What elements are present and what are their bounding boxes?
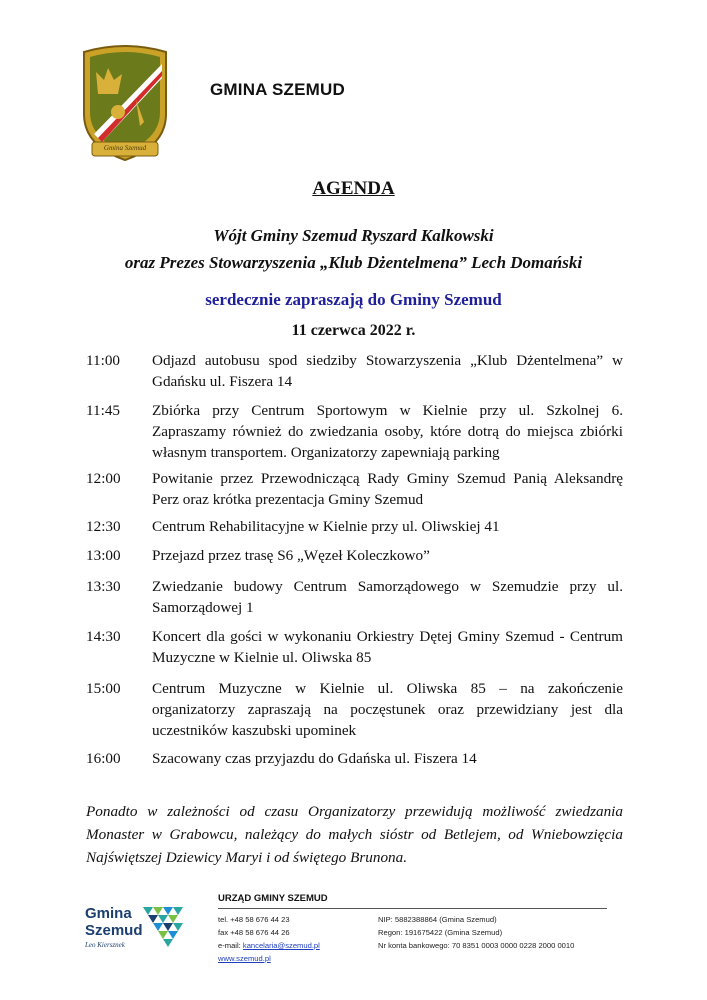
logo-line-1: Gmina [85, 905, 132, 922]
organization-name: GMINA SZEMUD [210, 80, 345, 99]
invitation-line: serdecznie zapraszają do Gminy Szemud [205, 290, 502, 309]
agenda-description: Zbiórka przy Centrum Sportowym w Kielnie przy ul. Szkolnej 6. Zapraszamy również do zwiedzania osoby, które dotrą do miejsca zbiórki własnym transportem. Organizatorzy zapewniają parking [152, 402, 623, 461]
gmina-szemud-footer-logo [85, 905, 143, 949]
email-label: e-mail: [218, 941, 243, 950]
agenda-description: Przejazd przez trasę S6 „Węzeł Koleczkowo” [152, 547, 430, 564]
fax-number: fax +48 58 676 44 26 [218, 928, 290, 937]
agenda-description: Powitanie przez Przewodniczącą Rady Gminy Szemud Panią Aleksandrę Perz oraz krótka prezentacja Gminy Szemud [152, 470, 623, 508]
crest-caption: Gmina Szemud [103, 144, 147, 152]
email-line [218, 939, 378, 952]
agenda-description: Koncert dla gości w wykonaniu Orkiestry Dętej Gminy Szemud - Centrum Muzyczne w Kielnie ul. Oliwska 85 [152, 628, 623, 666]
triangle-mosaic-icon [143, 907, 193, 951]
logo-tagline: Leo Kiersznek [85, 941, 125, 949]
footer-contact-left [218, 913, 378, 965]
agenda-description: Centrum Rehabilitacyjne w Kielnie przy ul. Oliwskiej 41 [152, 518, 500, 535]
agenda-time: 12:00 [86, 470, 121, 487]
office-name: URZĄD GMINY SZEMUD [218, 893, 607, 909]
website-link[interactable]: www.szemud.pl [218, 954, 271, 963]
agenda-time: 15:00 [86, 680, 121, 697]
host-line-1: Wójt Gminy Szemud Ryszard Kalkowski [213, 226, 494, 245]
agenda-time: 13:00 [86, 547, 121, 564]
agenda-time: 13:30 [86, 578, 121, 595]
footer-contact [218, 893, 607, 963]
phone-number: tel. +48 58 676 44 23 [218, 915, 290, 924]
agenda-description: Szacowany czas przyjazdu do Gdańska ul. Fiszera 14 [152, 750, 477, 767]
nip-number: NIP: 5882388864 (Gmina Szemud) [378, 915, 497, 924]
agenda-description: Centrum Muzyczne w Kielnie ul. Oliwska 85 – na zakończenie organizatorzy zapraszają na poczęstunek oraz przewidziany jest dla uczestników kaszubski upominek [152, 680, 623, 739]
email-link[interactable]: kancelaria@szemud.pl [242, 941, 320, 950]
event-date: 11 czerwca 2022 r. [291, 322, 416, 339]
closing-note: Ponadto w zależności od czasu Organizatorzy przewidują możliwość zwiedzania Monaster w Grabowcu, należący do małych sióstr od Betlejem, od Wniebowzięcia Najświętszej Dziewicy Maryi i od świętego Brunona. [86, 803, 623, 866]
footer-contact-right [378, 913, 607, 952]
logo-line-2: Szemud [85, 922, 143, 939]
agenda-time: 11:00 [86, 352, 121, 369]
agenda-time: 11:45 [86, 402, 121, 419]
agenda-time: 12:30 [86, 518, 121, 535]
agenda-time: 16:00 [86, 750, 121, 767]
agenda-description: Zwiedzanie budowy Centrum Samorządowego w Szemudzie przy ul. Samorządowej 1 [152, 578, 623, 616]
host-line-2: oraz Prezes Stowarzyszenia „Klub Dżentelmena” Lech Domański [124, 253, 583, 272]
regon-number: Regon: 191675422 (Gmina Szemud) [378, 928, 503, 937]
document-title: AGENDA [312, 178, 395, 199]
agenda-description: Odjazd autobusu spod siedziby Stowarzyszenia „Klub Dżentelmena” w Gdańsku ul. Fiszera 14 [152, 352, 623, 390]
bank-account: Nr konta bankowego: 70 8351 0003 0000 0228 2000 0010 [378, 941, 575, 950]
agenda-time: 14:30 [86, 628, 121, 645]
